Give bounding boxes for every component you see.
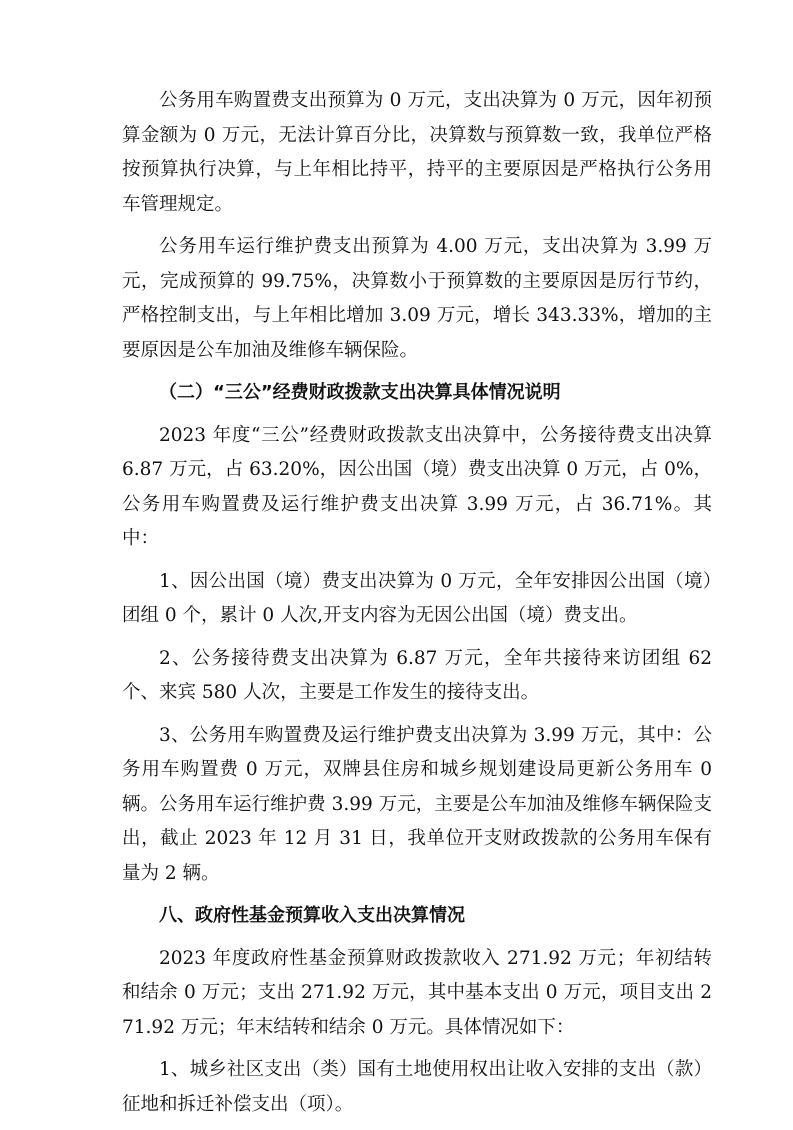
- document-body: [122, 84, 712, 1130]
- section-heading-government-fund: 八、政府性基金预算收入支出决算情况: [159, 905, 465, 926]
- section-heading-three-public: （二）“三公”经费财政拨款支出决算具体情况说明: [159, 382, 561, 403]
- paragraph-vehicle-maintenance: 公务用车运行维护费支出预算为 4.00 万元，支出决算为 3.99 万元，完成预算的 99.75%，决算数小于预算数的主要原因是厉行节约，严格控制支出，与上年相比增加 3.09 万元，增长 343.33%，增加的主要原因是公车加油及维修车辆保险。: [122, 236, 712, 361]
- paragraph-vehicle-total: 3、公务用车购置费及运行维护费支出决算为 3.99 万元，其中：公务用车购置费 0 万元，双牌县住房和城乡规划建设局更新公务用车 0 辆。公务用车运行维护费 3.99 万元，主要是公车加油及维修车辆保险支出，截止 2023 年 12 月 31 日，我单位开支财政拨款的公务用车保有量为 2 辆。: [122, 724, 712, 884]
- paragraph-vehicle-purchase: 公务用车购置费支出预算为 0 万元，支出决算为 0 万元，因年初预算金额为 0 万元，无法计算百分比，决算数与预算数一致，我单位严格按预算执行决算，与上年相比持平，持平的主要原因是严格执行公务用车管理规定。: [122, 90, 712, 215]
- paragraph-three-public-summary: 2023 年度“三公”经费财政拨款支出决算中，公务接待费支出决算 6.87 万元，占 63.20%，因公出国（境）费支出决算 0 万元，占 0%，公务用车购置费及运行维护费支出决算 3.99 万元，占 36.71%。其中：: [122, 424, 712, 549]
- paragraph-reception: 2、公务接待费支出决算为 6.87 万元，全年共接待来访团组 62 个、来宾 580 人次，主要是工作发生的接待支出。: [122, 647, 712, 703]
- paragraph-government-fund-item: 1、城乡社区支出（类）国有土地使用权出让收入安排的支出（款）征地和拆迁补偿支出（项）。: [122, 1059, 712, 1115]
- paragraph-overseas-travel: 1、因公出国（境）费支出决算为 0 万元，全年安排因公出国（境）团组 0 个，累计 0 人次,开支内容为无因公出国（境）费支出。: [122, 570, 712, 626]
- paragraph-government-fund-summary: 2023 年度政府性基金预算财政拨款收入 271.92 万元；年初结转和结余 0 万元；支出 271.92 万元，其中基本支出 0 万元，项目支出 271.92 万元；年末结转和结余 0 万元。具体情况如下：: [122, 947, 712, 1038]
